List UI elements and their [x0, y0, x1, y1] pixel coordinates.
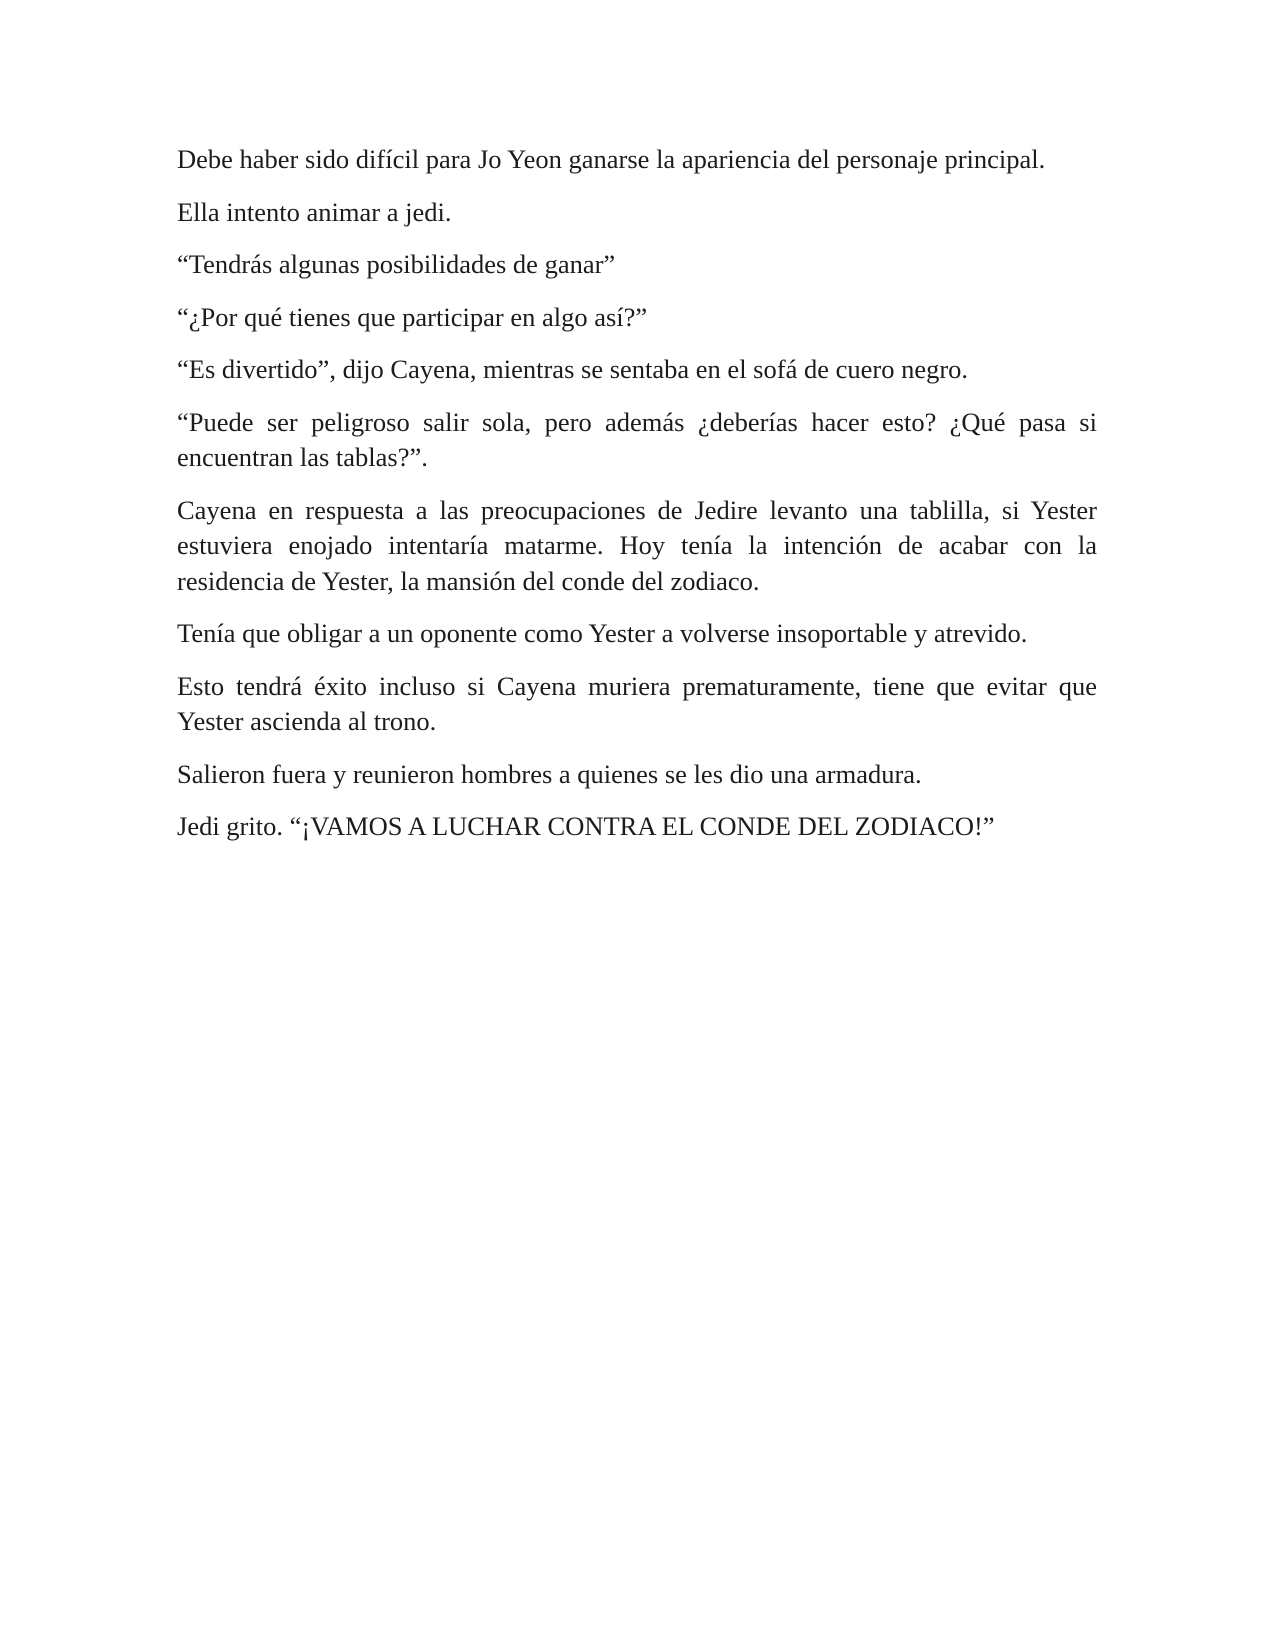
paragraph: “Puede ser peligroso salir sola, pero además ¿deberías hacer esto? ¿Qué pasa si encuentran las tablas?”.: [177, 406, 1097, 472]
paragraph: Salieron fuera y reunieron hombres a quienes se les dio una armadura.: [177, 758, 922, 789]
paragraph: “Es divertido”, dijo Cayena, mientras se sentaba en el sofá de cuero negro.: [177, 354, 969, 384]
paragraph: Ella intento animar a jedi.: [177, 196, 452, 227]
paragraph: Tenía que obligar a un oponente como Yester a volverse insoportable y atrevido.: [177, 618, 1028, 648]
paragraph: “Tendrás algunas posibilidades de ganar”: [177, 249, 616, 279]
paragraph: Jedi grito. “¡VAMOS A LUCHAR CONTRA EL CONDE DEL ZODIACO!”: [177, 811, 995, 841]
paragraph: Debe haber sido difícil para Jo Yeon ganarse la apariencia del personaje principal.: [177, 144, 1046, 174]
paragraph: “¿Por qué tienes que participar en algo así?”: [177, 301, 648, 332]
paragraph: Esto tendrá éxito incluso si Cayena muriera prematuramente, tiene que evitar que Yester ascienda al trono.: [177, 670, 1097, 736]
paragraph: Cayena en respuesta a las preocupaciones de Jedire levanto una tablilla, si Yester estuviera enojado intentaría matarme. Hoy tenía la intención de acabar con la residencia de Yester, la mansión del conde del zodiaco.: [177, 494, 1097, 596]
body-text: [177, 142, 1097, 862]
